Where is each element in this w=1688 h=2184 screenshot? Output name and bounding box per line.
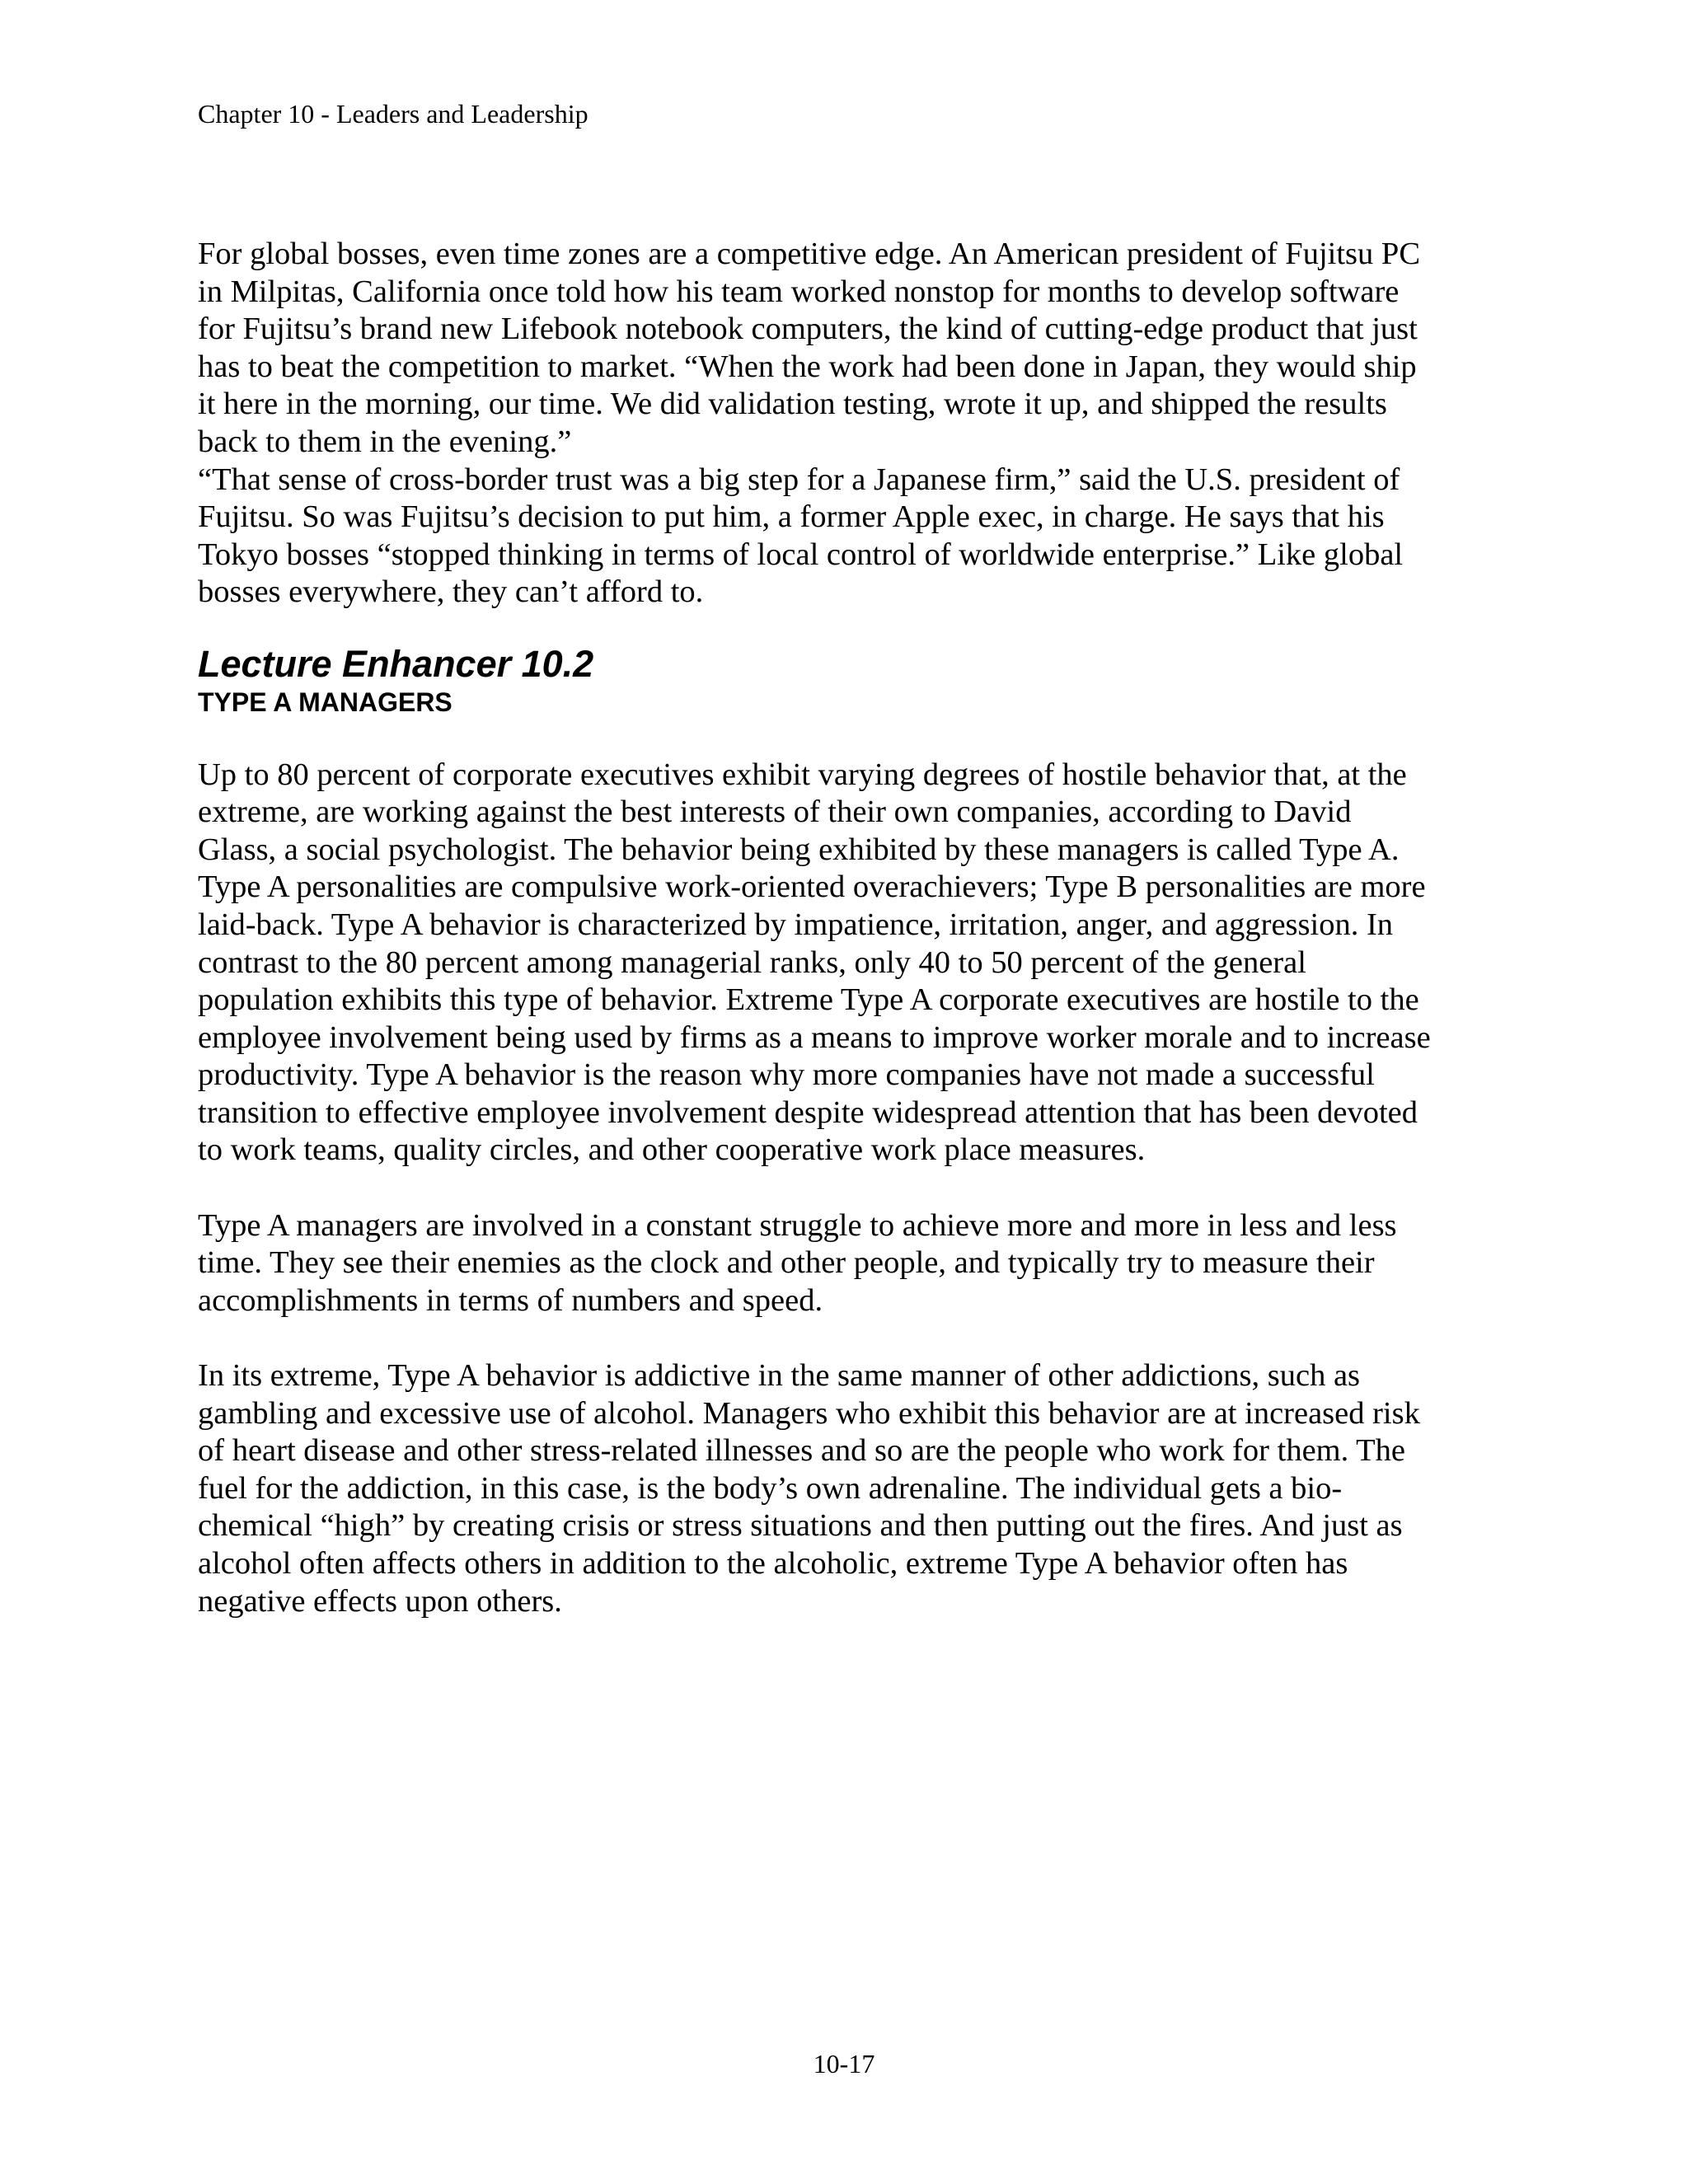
section-subtitle: TYPE A MANAGERS	[198, 687, 452, 717]
text-line: Tokyo bosses “stopped thinking in terms of local control of worldwide enterprise.” Like global	[198, 537, 1404, 572]
text-line: productivity. Type A behavior is the reason why more companies have not made a successful	[198, 1057, 1375, 1093]
intro-paragraph-2	[198, 462, 1496, 612]
text-line: negative effects upon others.	[198, 1583, 562, 1619]
spacer	[198, 1169, 1496, 1207]
text-line: transition to effective employee involvement despite widespread attention that has been devoted	[198, 1094, 1418, 1130]
spacer	[198, 612, 1496, 643]
text-line: chemical “high” by creating crisis or stress situations and then putting out the fires. And just as	[198, 1508, 1403, 1544]
text-line: laid-back. Type A behavior is characterized by impatience, irritation, anger, and aggression. In	[198, 907, 1394, 942]
text-line: in Milpitas, California once told how his team worked nonstop for months to develop software	[198, 274, 1400, 309]
section-paragraph-2	[198, 1207, 1496, 1320]
text-line: Up to 80 percent of corporate executives exhibit varying degrees of hostile behavior that, at the	[198, 757, 1407, 792]
text-line: it here in the morning, our time. We did validation testing, wrote it up, and shipped the results	[198, 387, 1387, 422]
text-line: Fujitsu. So was Fujitsu’s decision to put him, a former Apple exec, in charge. He says that his	[198, 499, 1385, 535]
spacer	[198, 1319, 1496, 1357]
section-paragraph-1	[198, 757, 1496, 1170]
text-line: contrast to the 80 percent among managerial ranks, only 40 to 50 percent of the general	[198, 944, 1306, 980]
text-line: bosses everywhere, they can’t afford to.	[198, 574, 704, 610]
text-line: Type A managers are involved in a constant struggle to achieve more and more in less and less	[198, 1207, 1397, 1243]
text-line: “That sense of cross-border trust was a big step for a Japanese firm,” said the U.S. president of	[198, 462, 1400, 497]
text-line: alcohol often affects others in addition to the alcoholic, extreme Type A behavior often has	[198, 1546, 1348, 1581]
text-line: to work teams, quality circles, and other cooperative work place measures.	[198, 1132, 1146, 1168]
spacer	[198, 719, 1496, 757]
text-line: Glass, a social psychologist. The behavior being exhibited by these managers is called Type A.	[198, 832, 1400, 867]
text-line: fuel for the addiction, in this case, is the body’s own adrenaline. The individual gets a bio-	[198, 1470, 1343, 1506]
section-paragraph-3	[198, 1357, 1496, 1620]
text-line: for Fujitsu’s brand new Lifebook notebook computers, the kind of cutting-edge product that just	[198, 312, 1418, 347]
running-header: Chapter 10 - Leaders and Leadership	[198, 99, 588, 129]
text-line: accomplishments in terms of numbers and speed.	[198, 1282, 823, 1318]
text-line: gambling and excessive use of alcohol. Managers who exhibit this behavior are at increased risk	[198, 1395, 1420, 1431]
text-line: extreme, are working against the best interests of their own companies, according to David	[198, 794, 1352, 830]
text-line: population exhibits this type of behavior. Extreme Type A corporate executives are hostile to the	[198, 982, 1419, 1018]
text-line: has to beat the competition to market. “When the work had been done in Japan, they would ship	[198, 349, 1417, 384]
page-content	[198, 236, 1496, 1620]
text-line: employee involvement being used by firms as a means to improve worker morale and to increase	[198, 1019, 1431, 1055]
section-title: Lecture Enhancer 10.2	[198, 642, 594, 685]
text-line: back to them in the evening.”	[198, 424, 572, 459]
text-line: In its extreme, Type A behavior is addictive in the same manner of other addictions, such as	[198, 1358, 1361, 1394]
text-line: Type A personalities are compulsive work-oriented overachievers; Type B personalities are more	[198, 869, 1426, 905]
text-line: of heart disease and other stress-related illnesses and so are the people who work for them. The	[198, 1433, 1406, 1469]
intro-paragraph-1	[198, 236, 1496, 462]
text-line: For global bosses, even time zones are a competitive edge. An American president of Fujitsu PC	[198, 237, 1421, 271]
text-line: time. They see their enemies as the clock and other people, and typically try to measure their	[198, 1245, 1375, 1281]
page-number: 10-17	[813, 2049, 875, 2079]
